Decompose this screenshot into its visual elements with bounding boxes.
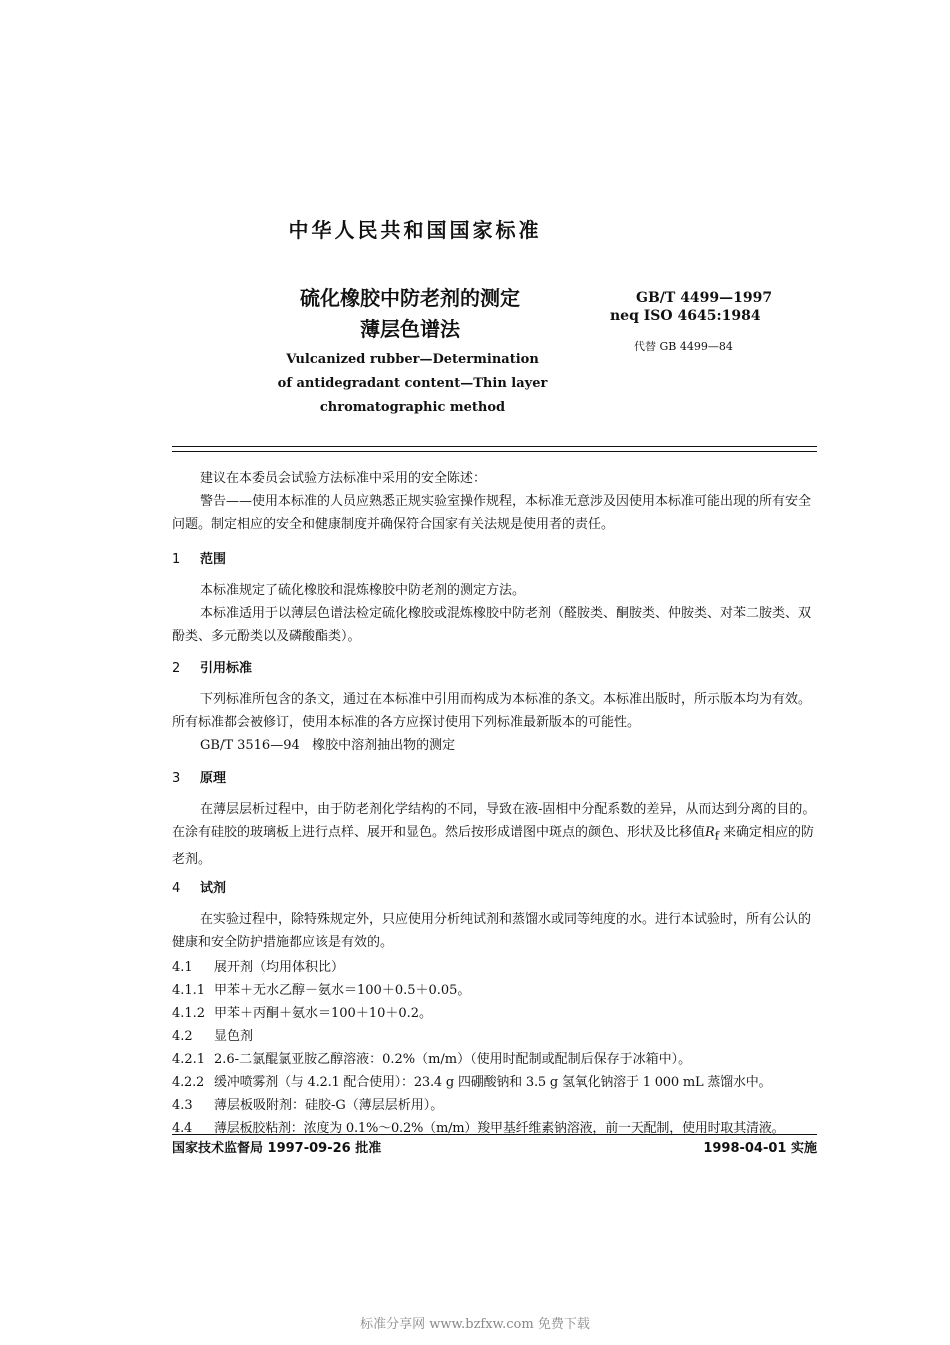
header-divider: [172, 446, 817, 447]
safety-statement: [172, 467, 817, 536]
list-item: 4.2.1 2.6-二氯醌氯亚胺乙醇溶液：0.2%（m/m）（使用时配制或配制后保存于冰箱中）。: [172, 1052, 692, 1067]
safety-warning: 警告——使用本标准的人员应熟悉正规实验室操作规程，本标准无意涉及因使用本标准可能出现的所有安全问题。制定相应的安全和健康制度并确保符合国家有关法规是使用者的责任。: [172, 494, 812, 532]
reference-title: 橡胶中溶剂抽出物的测定: [312, 738, 456, 753]
approval-date: 国家技术监督局 1997-09-26 批准: [172, 1141, 382, 1156]
list-item: 4.4 薄层板胶粘剂：浓度为 0.1%～0.2%（m/m）羧甲基纤维素钠溶液，前一天配制，使用时取其清液。: [172, 1121, 785, 1136]
paragraph: 在薄层层析过程中，由于防老剂化学结构的不同，导致在液-固相中分配系数的差异，从而达到分离的目的。在涂有硅胶的玻璃板上进行点样、展开和显色。然后按形成谱图中斑点的颜色、形状及比移值$R_f$ 来确定相应的防老剂。: [172, 802, 816, 867]
header-divider-double: [172, 451, 817, 452]
section-4-heading: [172, 877, 226, 896]
section-title: 范围: [200, 552, 227, 567]
paragraph: 在实验过程中，除特殊规定外，只应使用分析纯试剂和蒸馏水或同等纯度的水。进行本试验时，所有公认的健康和安全防护措施都应该是有效的。: [172, 912, 812, 950]
implementation-date: 1998-04-01 实施: [703, 1141, 817, 1156]
paragraph: 本标准适用于以薄层色谱法检定硫化橡胶或混炼橡胶中防老剂（醛胺类、酮胺类、仲胺类、对苯二胺类、双酚类、多元酚类以及磷酸酯类）。: [172, 606, 812, 644]
section-number: 1: [172, 552, 181, 567]
english-title-line2: of antidegradant content—Thin layer: [277, 376, 548, 391]
section-title: 原理: [200, 771, 227, 786]
section-4-body: [172, 908, 817, 954]
rf-symbol: R: [705, 825, 715, 840]
list-item: 4.2.2 缓冲喷雾剂（与 4.2.1 配合使用）：23.4 g 四硼酸钠和 3.5 g 氢氧化钠溶于 1 000 mL 蒸馏水中。: [172, 1075, 772, 1090]
footer-divider: [172, 1134, 817, 1135]
referenced-standard: [172, 734, 817, 757]
list-item: 4.3 薄层板吸附剂：硅胶-G（薄层层析用）。: [172, 1098, 444, 1113]
english-title-line3: chromatographic method: [319, 400, 506, 415]
chinese-title-line2: 薄层色谱法: [360, 317, 460, 341]
list-item: 4.2 显色剂: [172, 1029, 254, 1044]
paragraph: 下列标准所包含的条文，通过在本标准中引用而构成为本标准的条文。本标准出版时，所示版本均为有效。所有标准都会被修订，使用本标准的各方应探讨使用下列标准最新版本的可能性。: [172, 692, 812, 730]
safety-intro: 建议在本委员会试验方法标准中采用的安全陈述：: [200, 471, 487, 486]
section-number: 3: [172, 771, 181, 786]
section-2-body: [172, 688, 817, 757]
section-title: 引用标准: [200, 661, 253, 676]
rf-subscript: f: [714, 829, 719, 843]
section-3-heading: [172, 767, 226, 786]
section-title: 试剂: [200, 881, 227, 896]
section-number: 4: [172, 881, 181, 896]
section-1-heading: [172, 548, 226, 567]
list-item: 4.1.1 甲苯＋无水乙醇－氨水＝100＋0.5＋0.05。: [172, 983, 471, 998]
list-item: 4.1.2 甲苯＋丙酮＋氨水＝100＋10＋0.2。: [172, 1006, 433, 1021]
section-3-body: [172, 798, 817, 871]
replaces-standard: 代替 GB 4499—84: [634, 340, 733, 353]
national-standard-title: 中华人民共和国国家标准: [288, 218, 542, 242]
section-1-body: [172, 579, 817, 648]
list-item: 4.1 展开剂（均用体积比）: [172, 960, 345, 975]
section-number: 2: [172, 661, 181, 676]
chinese-title-line1: 硫化橡胶中防老剂的测定: [300, 286, 520, 310]
english-title-line1: Vulcanized rubber—Determination: [286, 352, 539, 367]
iso-reference: neq ISO 4645:1984: [610, 308, 761, 324]
paragraph: 本标准规定了硫化橡胶和混炼橡胶中防老剂的测定方法。: [200, 583, 526, 598]
section-2-heading: [172, 657, 252, 676]
standard-code: GB/T 4499—1997: [636, 290, 773, 306]
reference-code: GB/T 3516—94: [200, 738, 300, 753]
watermark-text: 标准分享网 www.bzfxw.com 免费下载: [360, 1317, 590, 1332]
